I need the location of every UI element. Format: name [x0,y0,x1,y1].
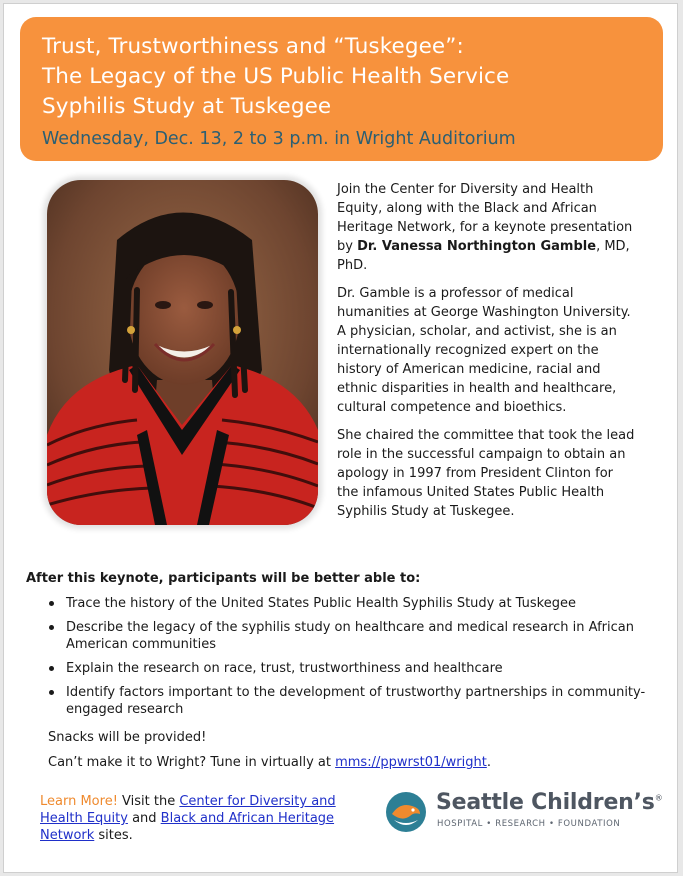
list-item: Explain the research on race, trust, trustworthiness and healthcare [47,660,656,677]
intro-paragraph: Join the Center for Diversity and Health Equity, along with the Black and African Heritage Network, for a keynote presentation by Dr. Vanessa Northington Gamble, MD, PhD. [337,182,633,273]
event-banner [20,17,663,161]
bullet-icon [49,601,54,606]
logo-name: Seattle Children’s® [436,790,663,815]
baahn-link[interactable]: Black and African Heritage Network [40,811,335,843]
whale-logo-icon [384,790,428,834]
stream-link[interactable]: mms://ppwrst01/wright [335,755,487,770]
objectives-list [26,595,656,718]
bullet-icon [49,666,54,671]
event-datetime: Wednesday, Dec. 13, 2 to 3 p.m. in Wright Auditorium [42,129,516,149]
learn-more-label: Learn More! [40,794,118,809]
objectives-heading: After this keynote, participants will be better able to: [26,571,421,586]
cdhe-link[interactable]: Center for Diversity and Health Equity [40,794,336,826]
logo-tagline: HOSPITAL • RESEARCH • FOUNDATION [437,819,621,829]
event-title [42,32,643,122]
title-line: Syphilis Study at Tuskegee [42,94,332,119]
title-line: Trust, Trustworthiness and “Tuskegee”: [42,34,464,59]
bullet-icon [49,625,54,630]
speaker-name: Dr. Vanessa Northington Gamble [357,239,597,254]
snacks-note: Snacks will be provided! [48,730,207,745]
list-item: Identify factors important to the development of trustworthy partnerships in community-engaged research [47,684,656,718]
title-line: The Legacy of the US Public Health Service [42,64,510,89]
learn-more: Learn More! Visit the Center for Diversity and Health Equity and Black and African Heritage Network sites. [40,794,336,843]
seattle-childrens-logo [384,788,663,836]
bio-paragraph: She chaired the committee that took the lead role in the successful campaign to obtain an apology in 1997 from President Clinton for the infamous United States Public Health Syphilis Study at Tuskegee. [337,428,635,519]
list-item: Describe the legacy of the syphilis study on healthcare and medical research in African American communities [47,619,656,653]
speaker-photo [47,180,318,525]
list-item: Trace the history of the United States Public Health Syphilis Study at Tuskegee [47,595,656,612]
bio-paragraph: Dr. Gamble is a professor of medical humanities at George Washington University. A physician, scholar, and activist, she is an internationally recognized expert on the history of American medicine, racial and ethnic disparities in health and healthcare, cultural competence and bioethics. [337,286,631,415]
bullet-icon [49,690,54,695]
intro-text [337,180,637,530]
flyer-page [3,3,678,873]
learning-objectives [26,570,656,725]
virtual-note: Can’t make it to Wright? Tune in virtually at mms://ppwrst01/wright. [48,755,491,770]
